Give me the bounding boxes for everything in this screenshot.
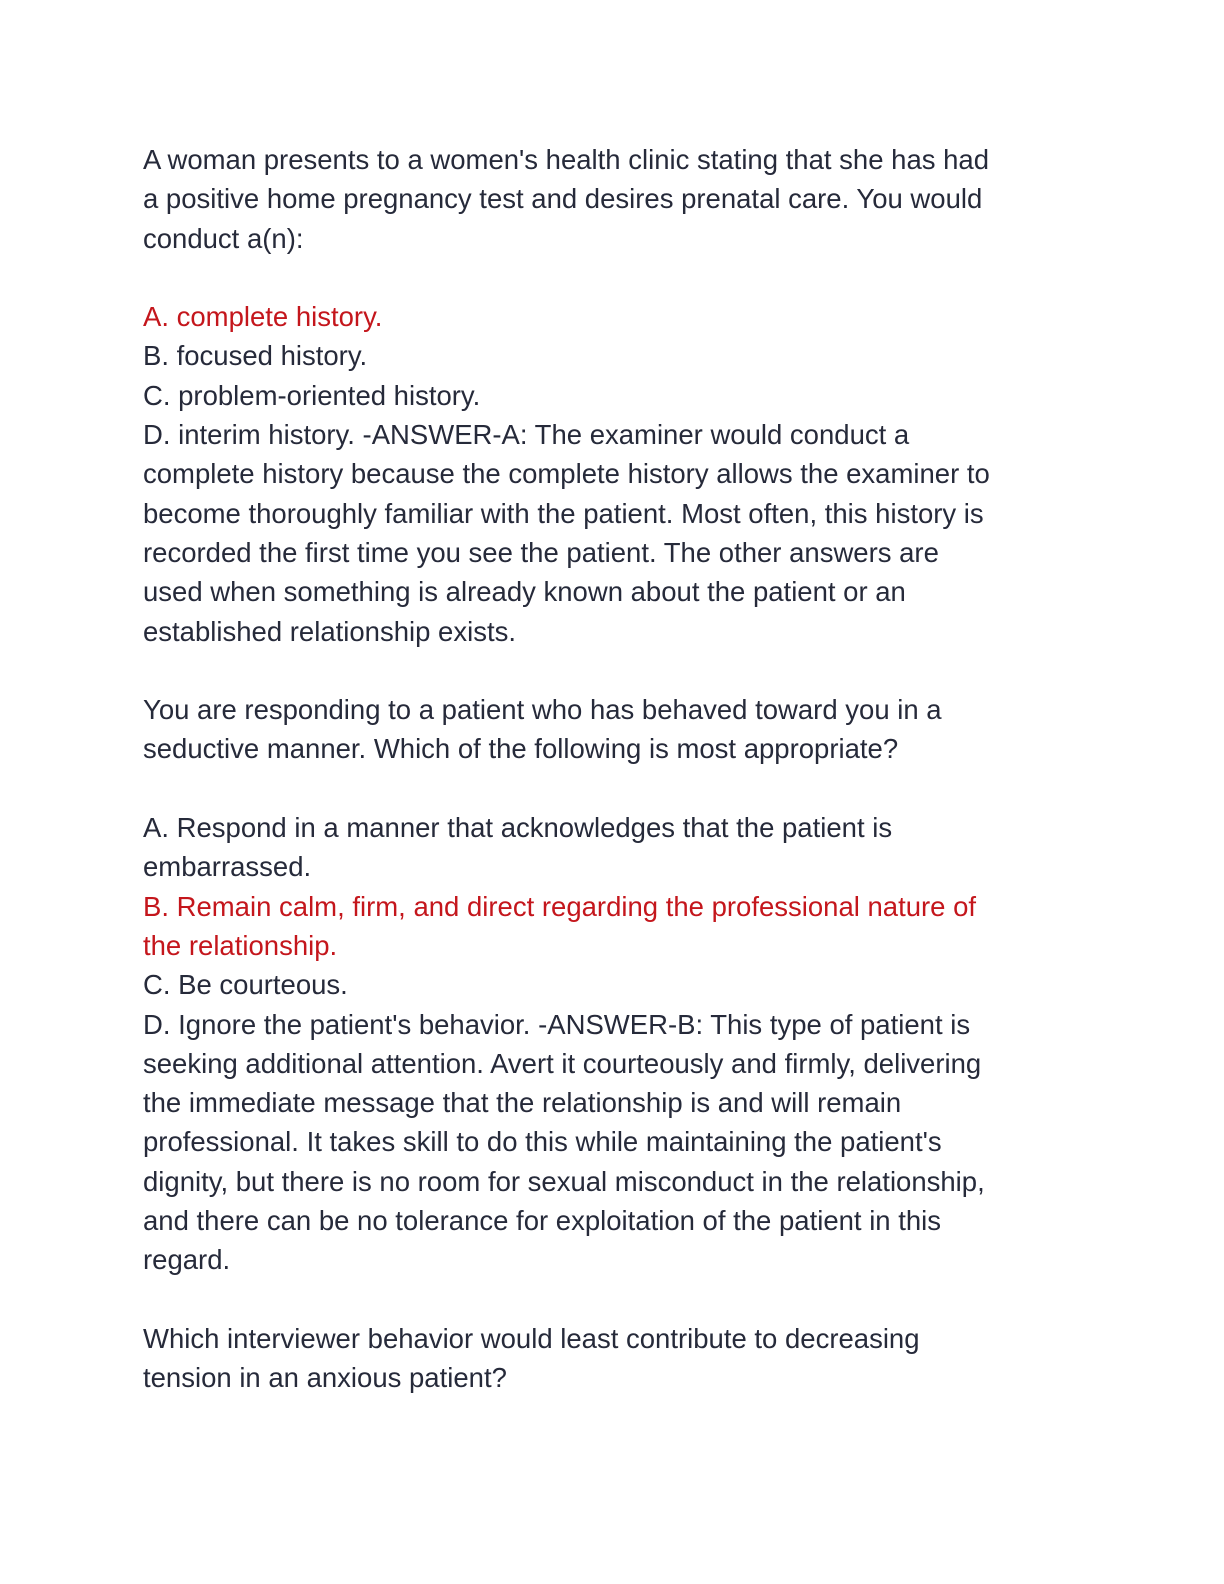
paragraph-spacer — [143, 651, 1078, 690]
question-2-option-c: C. Be courteous. — [143, 969, 348, 1001]
document-page — [143, 140, 1078, 1398]
question-1-option-b: B. focused history. — [143, 340, 368, 372]
question-1-stem-line: conduct a(n): — [143, 222, 304, 254]
question-1-stem-line: a positive home pregnancy test and desires prenatal care. You would — [143, 183, 983, 215]
question-2-option-a: A. Respond in a manner that acknowledges that the patient is — [143, 812, 893, 844]
question-2-option-b-correct: B. Remain calm, firm, and direct regarding the professional nature of — [143, 890, 977, 922]
paragraph-spacer — [143, 769, 1078, 808]
question-2 — [143, 690, 1078, 1279]
question-1-rationale-line: become thoroughly familiar with the patient. Most often, this history is — [143, 497, 984, 529]
question-2-stem-line: You are responding to a patient who has behaved toward you in a — [143, 694, 942, 726]
question-2-option-a-continued: embarrassed. — [143, 851, 312, 883]
question-3-stem-line: tension in an anxious patient? — [143, 1362, 507, 1394]
question-2-rationale-line: and there can be no tolerance for exploitation of the patient in this — [143, 1205, 942, 1237]
question-3 — [143, 1319, 1078, 1398]
question-1-option-d-with-answer: D. interim history. -ANSWER-A: The examiner would conduct a — [143, 419, 910, 451]
question-1-rationale-line: complete history because the complete history allows the examiner to — [143, 458, 990, 490]
question-2-rationale-line: professional. It takes skill to do this while maintaining the patient's — [143, 1126, 942, 1158]
question-1-rationale-line: used when something is already known about the patient or an — [143, 576, 906, 608]
question-2-rationale-line: the immediate message that the relationship is and will remain — [143, 1087, 902, 1119]
question-2-stem-line: seductive manner. Which of the following is most appropriate? — [143, 733, 899, 765]
question-1-option-c: C. problem-oriented history. — [143, 379, 481, 411]
question-1-stem-line: A woman presents to a women's health clinic stating that she has had — [143, 144, 990, 175]
question-2-rationale-line: seeking additional attention. Avert it courteously and firmly, delivering — [143, 1047, 982, 1079]
question-1-rationale-line: recorded the first time you see the patient. The other answers are — [143, 536, 939, 568]
question-2-rationale-line: regard. — [143, 1244, 231, 1276]
question-1 — [143, 140, 1078, 651]
question-1-rationale-line: established relationship exists. — [143, 615, 516, 647]
question-3-stem-line: Which interviewer behavior would least contribute to decreasing — [143, 1322, 920, 1354]
question-1-option-a-correct: A. complete history. — [143, 301, 383, 333]
question-2-rationale-line: dignity, but there is no room for sexual misconduct in the relationship, — [143, 1165, 985, 1197]
paragraph-spacer — [143, 1280, 1078, 1319]
paragraph-spacer — [143, 258, 1078, 297]
question-2-option-b-correct-continued: the relationship. — [143, 929, 338, 961]
question-2-option-d-with-answer: D. Ignore the patient's behavior. -ANSWER-B: This type of patient is — [143, 1008, 971, 1040]
